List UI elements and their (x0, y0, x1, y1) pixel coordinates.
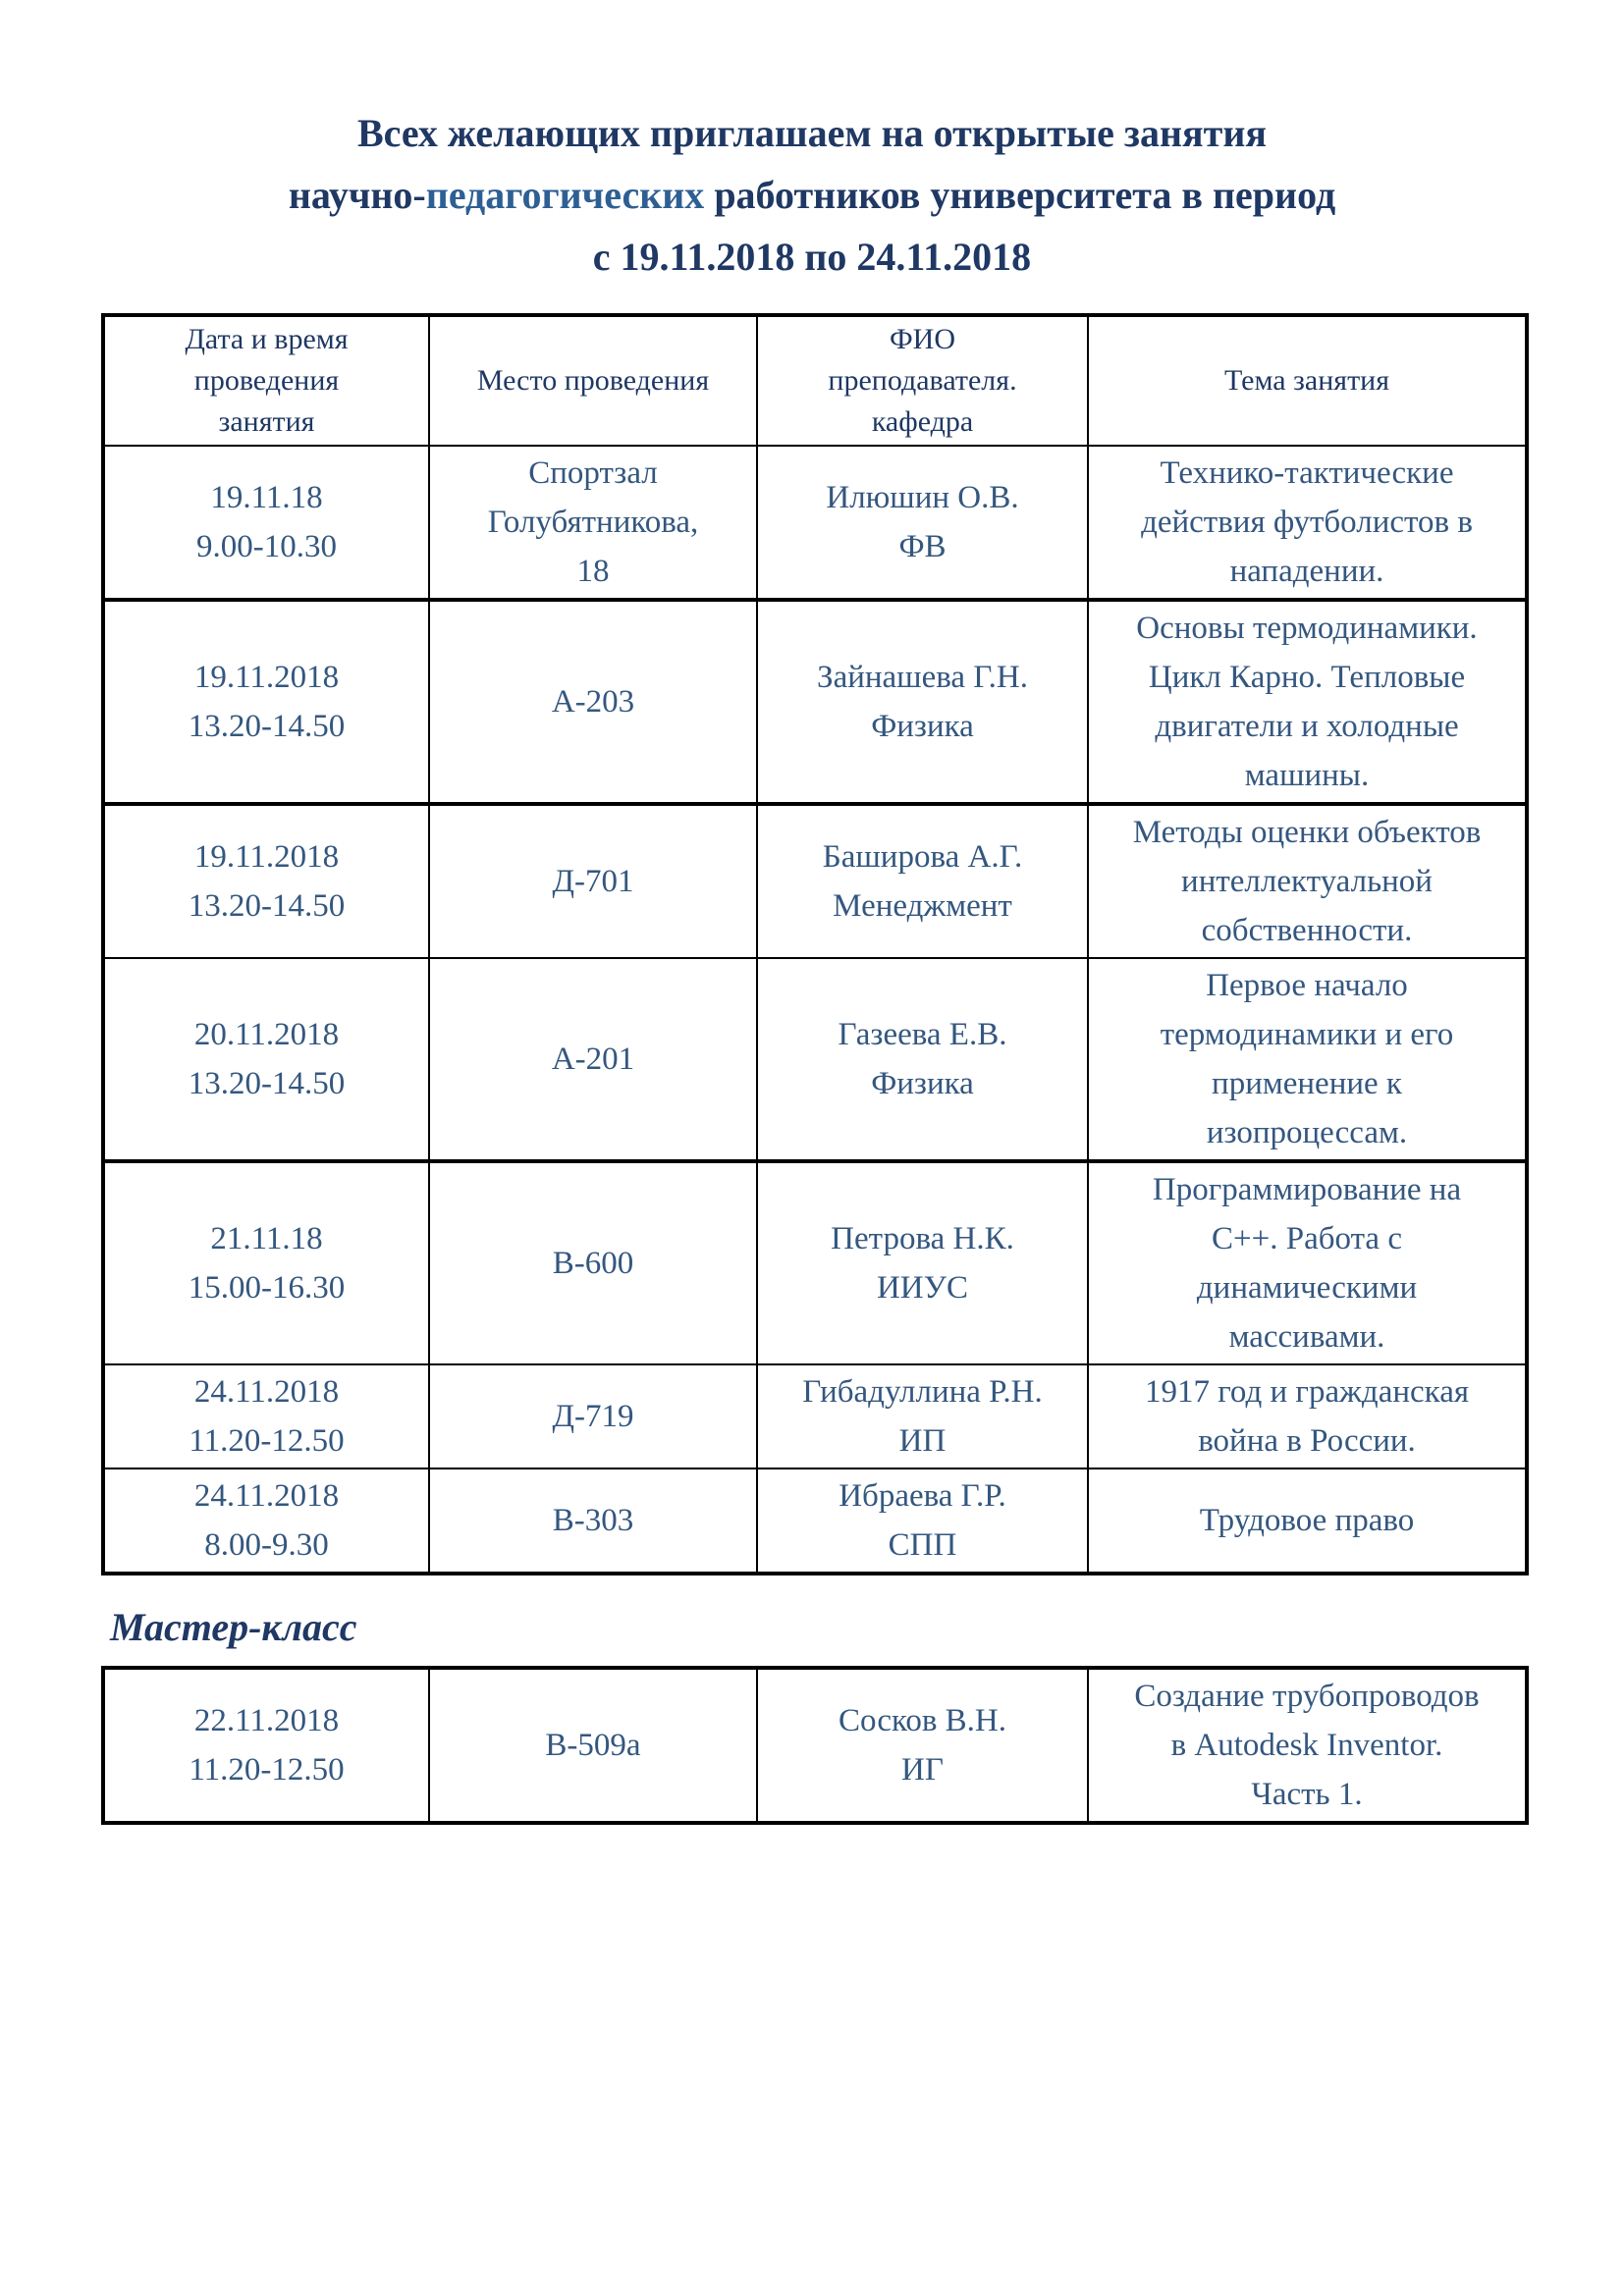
cell-teacher (757, 1364, 1088, 1468)
cell-datetime (103, 1468, 429, 1574)
cell-teacher (757, 1161, 1088, 1364)
cell-line: 24.11.2018 (193, 1478, 340, 1514)
cell-teacher (757, 600, 1088, 804)
cell-line: Баширова А.Г. (822, 839, 1023, 875)
title-line-2 (0, 164, 1624, 226)
cell-line: Спортзал (528, 455, 658, 491)
cell-line: Часть 1. (1251, 1777, 1363, 1812)
header-line: Тема занятия (1223, 364, 1390, 397)
page-title (0, 0, 1624, 288)
cell-place (429, 1364, 757, 1468)
cell-line: в Autodesk Inventor. (1170, 1728, 1443, 1763)
cell-line: 9.00-10.30 (196, 529, 337, 564)
cell-line: В-600 (552, 1246, 634, 1281)
cell-teacher (757, 1468, 1088, 1574)
schedule-table (101, 313, 1529, 1575)
cell-line: действия футболистов в (1141, 505, 1473, 540)
cell-line: Менеджмент (833, 888, 1012, 924)
cell-line: собственности. (1201, 913, 1413, 948)
cell-line: Цикл Карно. Тепловые (1148, 660, 1466, 695)
cell-line: 15.00-16.30 (188, 1270, 346, 1306)
cell-line: применение к (1212, 1066, 1402, 1101)
cell-line: Д-701 (552, 864, 634, 899)
schedule-table-body (103, 446, 1527, 1574)
cell-line: Технико-тактические (1160, 455, 1454, 491)
cell-line: 20.11.2018 (193, 1017, 340, 1052)
title-line-1: Всех желающих приглашаем на открытые занятия (356, 111, 1268, 155)
cell-line: Методы оценки объектов (1132, 815, 1482, 850)
header-line: преподавателя. (828, 364, 1017, 397)
cell-place (429, 958, 757, 1161)
cell-line: нападении. (1229, 554, 1384, 589)
cell-line: 22.11.2018 (193, 1703, 340, 1738)
cell-line: 13.20-14.50 (188, 1066, 346, 1101)
cell-line: ИП (898, 1423, 947, 1459)
cell-line: 11.20-12.50 (189, 1423, 345, 1459)
col-header-place (429, 315, 757, 446)
cell-place (429, 600, 757, 804)
header-line: ФИО (889, 323, 956, 355)
table-row (103, 804, 1527, 958)
cell-topic (1088, 1161, 1527, 1364)
cell-datetime (103, 1364, 429, 1468)
cell-line: 19.11.2018 (193, 660, 340, 695)
cell-place (429, 446, 757, 600)
cell-place (429, 1468, 757, 1574)
cell-line: СПП (888, 1527, 957, 1563)
cell-line: машины. (1244, 758, 1370, 793)
cell-line: В-303 (552, 1503, 634, 1538)
cell-line: 13.20-14.50 (188, 888, 346, 924)
header-line: Дата и время (185, 323, 349, 355)
cell-line: 11.20-12.50 (189, 1752, 345, 1788)
cell-line: C++. Работа с (1212, 1221, 1402, 1256)
cell-line: ИИУС (876, 1270, 969, 1306)
cell-datetime (103, 804, 429, 958)
cell-line: ИГ (901, 1752, 944, 1788)
cell-line: термодинамики и его (1160, 1017, 1454, 1052)
master-class-table-body (103, 1668, 1527, 1823)
cell-line: 1917 год и гражданская (1144, 1374, 1470, 1410)
cell-datetime (103, 600, 429, 804)
cell-line: 19.11.2018 (193, 839, 340, 875)
cell-line: А-203 (551, 684, 635, 720)
title-line-2-suffix: работников университета в период (704, 173, 1336, 217)
cell-line: Голубятникова, (487, 505, 699, 540)
cell-datetime (103, 958, 429, 1161)
cell-line: Д-719 (552, 1399, 634, 1434)
cell-line: 8.00-9.30 (204, 1527, 329, 1563)
cell-line: Илюшин О.В. (826, 480, 1019, 515)
cell-line: интеллектуальной (1181, 864, 1433, 899)
title-line-2-prefix: научно- (288, 173, 426, 217)
table-row (103, 1161, 1527, 1364)
cell-teacher (757, 804, 1088, 958)
schedule-header-row (103, 315, 1527, 446)
cell-line: война в России. (1198, 1423, 1416, 1459)
cell-line: Физика (871, 709, 974, 744)
cell-line: Петрова Н.К. (831, 1221, 1014, 1256)
header-line: Место проведения (476, 364, 710, 397)
cell-line: 21.11.18 (210, 1221, 323, 1256)
header-line: проведения (193, 364, 340, 397)
table-row (103, 1364, 1527, 1468)
cell-topic (1088, 958, 1527, 1161)
cell-line: двигатели и холодные (1155, 709, 1459, 744)
table-row (103, 446, 1527, 600)
table-row (103, 600, 1527, 804)
table-row (103, 1468, 1527, 1574)
cell-line: Сосков В.Н. (838, 1703, 1006, 1738)
cell-line: А-201 (551, 1041, 635, 1077)
cell-line: изопроцессам. (1206, 1115, 1408, 1150)
cell-line: Физика (871, 1066, 974, 1101)
cell-line: 18 (576, 554, 610, 589)
header-line: кафедра (871, 405, 974, 438)
cell-line: Первое начало (1206, 968, 1408, 1003)
cell-line: 13.20-14.50 (188, 709, 346, 744)
cell-teacher (757, 1668, 1088, 1823)
cell-line: В-509а (545, 1728, 641, 1763)
master-class-heading: Мастер-класс (110, 1605, 357, 1649)
cell-topic (1088, 446, 1527, 600)
col-header-teacher (757, 315, 1088, 446)
table-row (103, 958, 1527, 1161)
cell-line: массивами. (1228, 1319, 1385, 1355)
cell-line: 19.11.18 (210, 480, 323, 515)
cell-line: Программирование на (1152, 1172, 1462, 1207)
cell-line: Трудовое право (1199, 1503, 1415, 1538)
cell-line: ФВ (898, 529, 947, 564)
table-row (103, 1668, 1527, 1823)
cell-topic (1088, 1468, 1527, 1574)
cell-line: 24.11.2018 (193, 1374, 340, 1410)
cell-line: Зайнашева Г.Н. (817, 660, 1028, 695)
cell-teacher (757, 958, 1088, 1161)
cell-datetime (103, 1668, 429, 1823)
col-header-datetime (103, 315, 429, 446)
cell-line: Ибраева Г.Р. (839, 1478, 1006, 1514)
cell-line: Гибадуллина Р.Н. (802, 1374, 1043, 1410)
cell-datetime (103, 446, 429, 600)
cell-topic (1088, 600, 1527, 804)
cell-topic (1088, 1668, 1527, 1823)
cell-place (429, 1668, 757, 1823)
cell-line: Основы термодинамики. (1136, 611, 1478, 646)
cell-topic (1088, 804, 1527, 958)
title-line-2-highlight: педагогических (425, 173, 705, 217)
header-line: занятия (218, 405, 315, 438)
title-line-3: с 19.11.2018 по 24.11.2018 (592, 235, 1032, 279)
cell-line: Газеева Е.В. (838, 1017, 1007, 1052)
cell-topic (1088, 1364, 1527, 1468)
cell-teacher (757, 446, 1088, 600)
master-class-table (101, 1666, 1529, 1825)
cell-place (429, 1161, 757, 1364)
cell-line: Создание трубопроводов (1134, 1679, 1480, 1714)
cell-line: динамическими (1196, 1270, 1418, 1306)
col-header-topic (1088, 315, 1527, 446)
cell-place (429, 804, 757, 958)
cell-datetime (103, 1161, 429, 1364)
